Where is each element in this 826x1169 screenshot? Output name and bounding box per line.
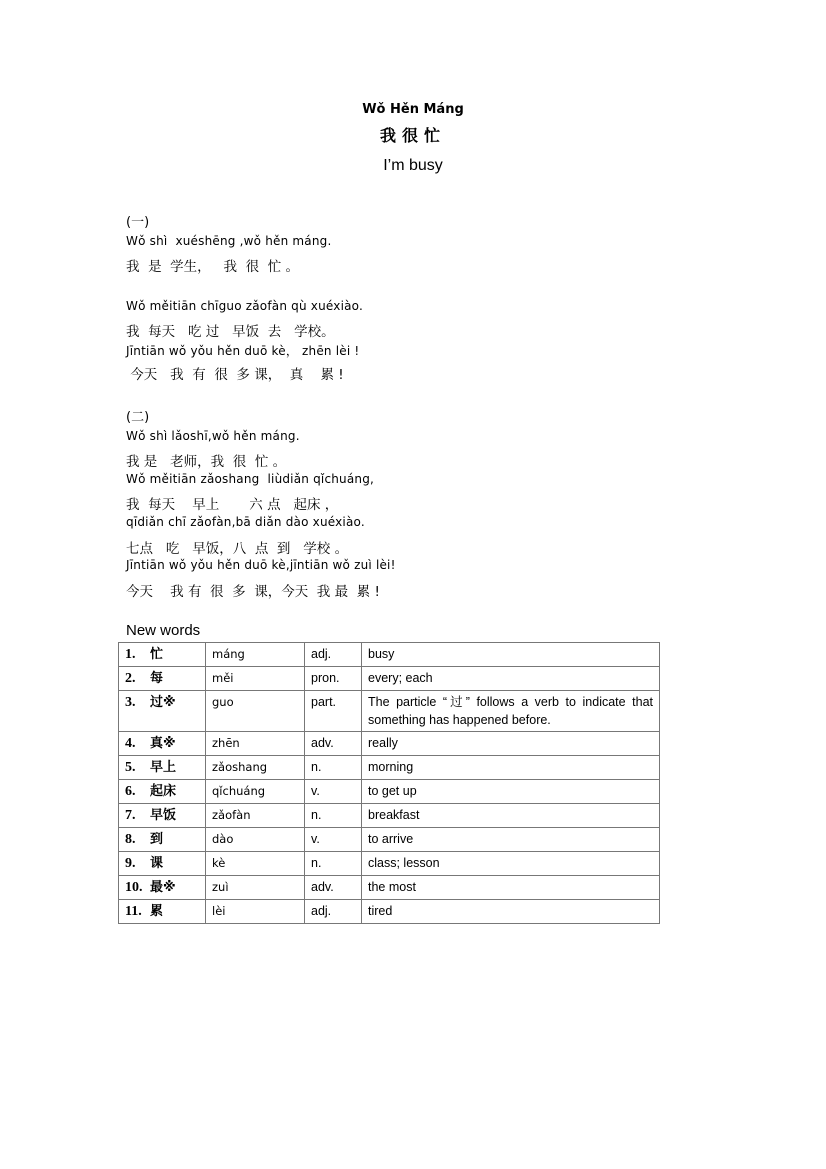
word-number: 10. (125, 880, 143, 895)
word-number: 8. (125, 832, 136, 847)
word-hanzi: 过※ (150, 695, 176, 710)
word-pinyin: máng (206, 643, 305, 667)
word-hanzi: 累 (150, 904, 164, 919)
word-number: 5. (125, 760, 136, 775)
table-row (119, 900, 660, 924)
word-meaning: class; lesson (362, 852, 660, 876)
word-part-of-speech: v. (305, 780, 362, 804)
section-2-line-4-chinese: 今天 我 有 很 多 课，今天 我 最 累 ! (126, 584, 380, 600)
word-meaning: the most (362, 876, 660, 900)
section-1-label: (一) (126, 215, 150, 230)
word-number: 2. (125, 671, 136, 686)
word-hanzi: 真※ (150, 736, 176, 751)
new-words-heading: New words (126, 622, 201, 639)
word-part-of-speech: adj. (305, 900, 362, 924)
word-hanzi: 到 (150, 832, 164, 847)
word-number: 11. (125, 904, 142, 919)
vocabulary-table (118, 642, 660, 924)
word-number: 4. (125, 736, 136, 751)
table-row (119, 780, 660, 804)
word-part-of-speech: n. (305, 852, 362, 876)
word-cell (119, 876, 206, 900)
section-2-line-1-pinyin: Wǒ shì lǎoshī,wǒ hěn máng. (126, 429, 300, 443)
section-2-label: (二) (126, 410, 150, 425)
word-number: 6. (125, 784, 136, 799)
word-hanzi: 课 (150, 856, 164, 871)
word-pinyin: lèi (206, 900, 305, 924)
table-row (119, 756, 660, 780)
word-hanzi: 早上 (150, 760, 177, 775)
word-cell (119, 732, 206, 756)
title-english: I’m busy (383, 157, 443, 174)
word-pinyin: dào (206, 828, 305, 852)
word-meaning: to arrive (362, 828, 660, 852)
section-1-line-3-pinyin: Jīntiān wǒ yǒu hěn duō kè， zhēn lèi ! (126, 344, 360, 358)
word-part-of-speech: n. (305, 756, 362, 780)
word-hanzi: 每 (150, 671, 164, 686)
section-2-line-3-chinese: 七点 吃 早饭，八 点 到 学校 。 (126, 541, 349, 557)
section-2-line-2-pinyin: Wǒ měitiān zǎoshang liùdiǎn qǐchuáng, (126, 472, 375, 486)
word-cell (119, 756, 206, 780)
table-row (119, 732, 660, 756)
word-hanzi: 早饭 (150, 808, 177, 823)
word-meaning: every; each (362, 667, 660, 691)
section-2-line-2-chinese: 我 每天 早上 六 点 起床 ， (126, 497, 339, 513)
word-number: 3. (125, 695, 136, 710)
word-pinyin: zǎofàn (206, 804, 305, 828)
word-cell (119, 691, 206, 732)
word-pinyin: guo (206, 691, 305, 732)
word-cell (119, 852, 206, 876)
word-meaning: breakfast (362, 804, 660, 828)
table-row (119, 667, 660, 691)
word-meaning: tired (362, 900, 660, 924)
word-hanzi: 起床 (150, 784, 177, 799)
word-pinyin: qǐchuáng (206, 780, 305, 804)
section-1-line-1-chinese: 我 是 学生， 我 很 忙 。 (126, 259, 299, 275)
word-hanzi: 最※ (150, 880, 176, 895)
word-cell (119, 667, 206, 691)
word-number: 9. (125, 856, 136, 871)
table-row (119, 852, 660, 876)
word-number: 1. (125, 647, 136, 662)
word-hanzi: 忙 (150, 647, 164, 662)
section-2-line-4-pinyin: Jīntiān wǒ yǒu hěn duō kè,jīntiān wǒ zuì lèi! (126, 558, 396, 572)
title-pinyin: Wǒ Hěn Máng (362, 102, 464, 117)
word-part-of-speech: n. (305, 804, 362, 828)
table-row (119, 876, 660, 900)
section-2-line-1-chinese: 我 是 老师，我 很 忙 。 (126, 454, 287, 470)
word-pinyin: měi (206, 667, 305, 691)
word-cell (119, 780, 206, 804)
table-row (119, 804, 660, 828)
word-part-of-speech: adv. (305, 876, 362, 900)
word-pinyin: kè (206, 852, 305, 876)
word-part-of-speech: adv. (305, 732, 362, 756)
section-1-line-2-chinese: 我 每天 吃 过 早饭 去 学校。 (126, 324, 335, 340)
section-2-line-3-pinyin: qīdiǎn chī zǎofàn,bā diǎn dào xuéxiào. (126, 515, 365, 529)
word-meaning: morning (362, 756, 660, 780)
word-part-of-speech: part. (305, 691, 362, 732)
word-pinyin: zǎoshang (206, 756, 305, 780)
word-cell (119, 804, 206, 828)
word-cell (119, 900, 206, 924)
word-pinyin: zhēn (206, 732, 305, 756)
word-meaning: The particle “过” follows a verb to indicate that something has happened before. (362, 691, 660, 732)
table-row (119, 828, 660, 852)
word-part-of-speech: pron. (305, 667, 362, 691)
section-1-line-3-chinese: 今天 我 有 很 多 课， 真 累 ! (126, 367, 344, 383)
word-meaning: busy (362, 643, 660, 667)
word-number: 7. (125, 808, 136, 823)
word-meaning: really (362, 732, 660, 756)
word-meaning: to get up (362, 780, 660, 804)
section-1-line-1-pinyin: Wǒ shì xuéshēng ,wǒ hěn máng. (126, 234, 332, 248)
table-row (119, 643, 660, 667)
word-cell (119, 643, 206, 667)
word-cell (119, 828, 206, 852)
word-part-of-speech: adj. (305, 643, 362, 667)
word-part-of-speech: v. (305, 828, 362, 852)
word-pinyin: zuì (206, 876, 305, 900)
title-chinese: 我很忙 (379, 126, 446, 145)
section-1-line-2-pinyin: Wǒ měitiān chīguo zǎofàn qù xuéxiào. (126, 299, 363, 313)
table-row (119, 691, 660, 732)
